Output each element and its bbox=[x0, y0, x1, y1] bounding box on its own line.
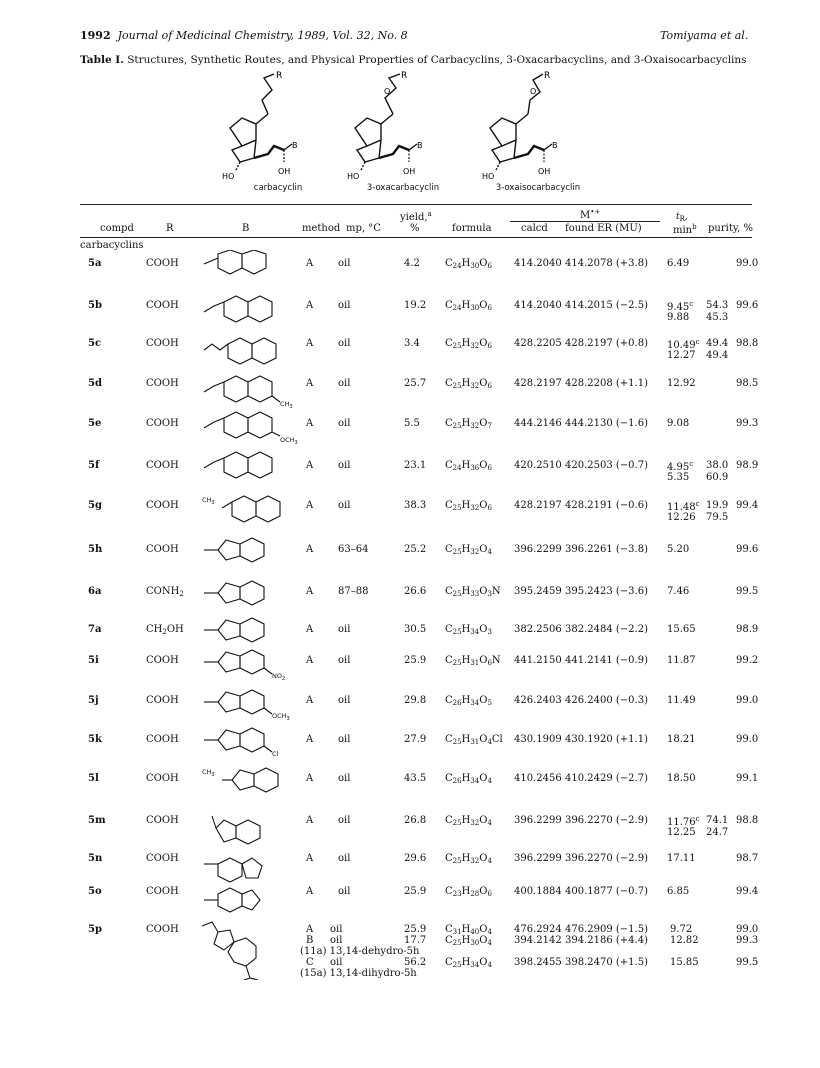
col-r: R bbox=[166, 223, 174, 234]
cell-method: A bbox=[306, 734, 314, 745]
cell-5p-purity: 99.0 bbox=[736, 924, 759, 935]
cell-compd: 5o bbox=[88, 886, 102, 897]
cell-purity: 98.8 bbox=[736, 815, 759, 826]
cell-5p-mp: oil bbox=[330, 924, 343, 935]
cell-5p-tr: 15.85 bbox=[670, 957, 699, 968]
cell-tr: 11.87 bbox=[667, 655, 696, 666]
cell-calcd: 396.2299 bbox=[514, 853, 562, 864]
cell-yield: 23.1 bbox=[404, 460, 427, 471]
cell-5p-formula: $C_{25}H_{34}O_4$ bbox=[445, 957, 492, 969]
cell-calcd: 396.2299 bbox=[514, 815, 562, 826]
cell-method: A bbox=[306, 544, 314, 555]
col-yield-label: yield, bbox=[400, 212, 428, 223]
cell-tr-second: 9.88 bbox=[667, 312, 690, 323]
cell-yield: 3.4 bbox=[404, 338, 420, 349]
cell-method: A bbox=[306, 258, 314, 269]
cell-formula: $C_{25}H_{32}O_4$ bbox=[445, 815, 492, 827]
cell-tr: 11.48$^c$ bbox=[667, 500, 700, 513]
oh-atom-label: OH bbox=[403, 167, 416, 176]
col-method: method bbox=[302, 223, 341, 234]
cell-yield: 27.9 bbox=[404, 734, 427, 745]
cell-mp: oil bbox=[338, 418, 351, 429]
cell-tr: 9.08 bbox=[667, 418, 690, 429]
cell-calcd: 428.2197 bbox=[514, 500, 562, 511]
author-header: Tomiyama et al. bbox=[660, 29, 749, 42]
cell-mp: oil bbox=[338, 500, 351, 511]
cell-tr: 9.45$^c$ bbox=[667, 300, 694, 313]
cell-compd: 5j bbox=[88, 695, 99, 706]
col-tr-footnote: b bbox=[692, 223, 697, 231]
cell-purity: 98.7 bbox=[736, 853, 759, 864]
col-formula: formula bbox=[452, 223, 492, 234]
cell-r: COOH bbox=[146, 655, 179, 666]
cell-purity: 98.9 bbox=[736, 460, 759, 471]
cell-method: A bbox=[306, 586, 314, 597]
cell-tr: 6.49 bbox=[667, 258, 690, 269]
oh-atom-label: OH bbox=[278, 167, 291, 176]
o-atom-label: O bbox=[384, 87, 391, 96]
cell-5p-found: 476.2909 (−1.5) bbox=[565, 924, 648, 935]
cell-found: 428.2208 (+1.1) bbox=[565, 378, 648, 389]
cell-purity: 99.6 bbox=[736, 544, 759, 555]
b-atom-label: B bbox=[417, 141, 423, 150]
cell-tr: 5.20 bbox=[667, 544, 690, 555]
cell-formula: $C_{24}H_{36}O_6$ bbox=[445, 460, 492, 472]
cell-mp: oil bbox=[338, 624, 351, 635]
cell-yield: 26.6 bbox=[404, 586, 427, 597]
cell-5p-purity: 99.5 bbox=[736, 957, 759, 968]
structure-label-carbacyclin: carbacyclin bbox=[253, 183, 303, 193]
cell-calcd: 426.2403 bbox=[514, 695, 562, 706]
cell-5p-tr: 9.72 bbox=[670, 924, 693, 935]
cell-found: 396.2261 (−3.8) bbox=[565, 544, 648, 555]
cell-r: COOH bbox=[146, 338, 179, 349]
cell-formula: $C_{25}H_{32}O_6$ bbox=[445, 338, 492, 350]
cell-compd: 5l bbox=[88, 773, 99, 784]
cell-tr-second: 12.25 bbox=[667, 827, 696, 838]
cell-iso1: 74.1 bbox=[706, 815, 729, 826]
col-ms-label: M bbox=[580, 210, 591, 221]
cell-mp: 87–88 bbox=[338, 586, 369, 597]
cell-found: 410.2429 (−2.7) bbox=[565, 773, 648, 784]
no2-label-5i: $NO_2$ bbox=[272, 672, 286, 682]
cell-compd: 5f bbox=[88, 460, 100, 471]
cell-method: A bbox=[306, 853, 314, 864]
ms-span-rule bbox=[510, 221, 660, 222]
cell-5p-note2: (15a) 13,14-dihydro-5h bbox=[300, 968, 417, 979]
cell-purity: 99.4 bbox=[736, 886, 759, 897]
cell-compd: 5i bbox=[88, 655, 99, 666]
cell-iso1: 49.4 bbox=[706, 338, 729, 349]
cell-iso1: 38.0 bbox=[706, 460, 729, 471]
cell-formula: $C_{24}H_{30}O_6$ bbox=[445, 300, 492, 312]
col-yield-footnote: a bbox=[427, 210, 432, 218]
cell-formula: $C_{25}H_{32}O_6$ bbox=[445, 500, 492, 512]
cell-method: A bbox=[306, 378, 314, 389]
cell-purity: 99.5 bbox=[736, 586, 759, 597]
cell-yield: 19.2 bbox=[404, 300, 427, 311]
cell-iso1: 54.3 bbox=[706, 300, 729, 311]
cell-r: COOH bbox=[146, 695, 179, 706]
cell-found: 428.2191 (−0.6) bbox=[565, 500, 648, 511]
cell-formula: $C_{24}H_{30}O_6$ bbox=[445, 258, 492, 270]
cell-formula: $C_{25}H_{34}O_3$ bbox=[445, 624, 492, 636]
cell-formula: $C_{25}H_{33}O_3N$ bbox=[445, 586, 501, 598]
cell-5p-purity: 99.3 bbox=[736, 935, 759, 946]
cell-isomer-second: 49.4 bbox=[706, 350, 729, 361]
cell-r: COOH bbox=[146, 853, 179, 864]
cell-method: A bbox=[306, 815, 314, 826]
cell-formula: $C_{25}H_{32}O_6$ bbox=[445, 378, 492, 390]
cell-yield: 43.5 bbox=[404, 773, 427, 784]
cell-r: COOH bbox=[146, 773, 179, 784]
cell-compd: 5d bbox=[88, 378, 102, 389]
cell-formula: $C_{26}H_{34}O_5$ bbox=[445, 695, 492, 707]
cell-calcd: 382.2506 bbox=[514, 624, 562, 635]
cl-label-5k: Cl bbox=[272, 750, 279, 758]
col-tr-unit bbox=[673, 223, 697, 236]
cell-purity: 99.4 bbox=[736, 500, 759, 511]
cell-method: A bbox=[306, 338, 314, 349]
cell-calcd: 428.2205 bbox=[514, 338, 562, 349]
cell-compd: 5g bbox=[88, 500, 102, 511]
cell-5p-method: C bbox=[306, 957, 314, 968]
cell-5p-yield: 56.2 bbox=[404, 957, 427, 968]
cell-isomer-second: 79.5 bbox=[706, 512, 729, 523]
cell-r: COOH bbox=[146, 258, 179, 269]
table-label: Table I. bbox=[80, 54, 124, 66]
col-tr-symbol: t bbox=[676, 212, 680, 222]
r-atom-label: R bbox=[401, 71, 408, 81]
cell-isomer-second: 24.7 bbox=[706, 827, 729, 838]
cell-found: 414.2078 (+3.8) bbox=[565, 258, 648, 269]
cell-calcd: 420.2510 bbox=[514, 460, 562, 471]
cell-method: A bbox=[306, 773, 314, 784]
cell-compd: 5e bbox=[88, 418, 102, 429]
cell-formula: $C_{26}H_{34}O_4$ bbox=[445, 773, 492, 785]
cell-5p-yield: 17.7 bbox=[404, 935, 427, 946]
cell-5p-method: B bbox=[306, 935, 314, 946]
cell-mp: oil bbox=[338, 773, 351, 784]
col-yield bbox=[400, 210, 432, 223]
och3-label-5j: $OCH_3$ bbox=[272, 712, 290, 722]
cell-r: $CH_2OH$ bbox=[146, 624, 184, 636]
page-number: 1992 bbox=[80, 29, 111, 42]
structure-label-oxaisocarbacyclin: 3-oxaisocarbacyclin bbox=[495, 183, 581, 193]
cell-tr: 11.49 bbox=[667, 695, 696, 706]
cell-mp: 63–64 bbox=[338, 544, 369, 555]
cell-r: COOH bbox=[146, 300, 179, 311]
cell-found: 414.2015 (−2.5) bbox=[565, 300, 648, 311]
cell-mp: oil bbox=[338, 853, 351, 864]
oh-atom-label: OH bbox=[538, 167, 551, 176]
cell-purity: 99.0 bbox=[736, 258, 759, 269]
cell-formula: $C_{25}H_{31}O_4Cl$ bbox=[445, 734, 503, 746]
cell-yield: 30.5 bbox=[404, 624, 427, 635]
r-atom-label: R bbox=[276, 71, 283, 81]
cell-isomer-second: 45.3 bbox=[706, 312, 729, 323]
cell-mp: oil bbox=[338, 655, 351, 666]
ch3-label-5d: $CH_3$ bbox=[280, 400, 293, 410]
ch3-label-5g: $CH_3$ bbox=[202, 496, 215, 506]
cell-yield: 29.8 bbox=[404, 695, 427, 706]
cell-yield: 25.2 bbox=[404, 544, 427, 555]
ho-atom-label: HO bbox=[347, 172, 360, 181]
cell-5p-found: 398.2470 (+1.5) bbox=[565, 957, 648, 968]
r-atom-label: R bbox=[544, 71, 551, 81]
cell-5p-mp: oil bbox=[330, 957, 343, 968]
cell-calcd: 428.2197 bbox=[514, 378, 562, 389]
cell-r: COOH bbox=[146, 544, 179, 555]
cell-iso1: 19.9 bbox=[706, 500, 729, 511]
cell-5p-yield: 25.9 bbox=[404, 924, 427, 935]
b-atom-label: B bbox=[292, 141, 298, 150]
cell-found: 430.1920 (+1.1) bbox=[565, 734, 648, 745]
col-found: found ER (MU) bbox=[565, 223, 642, 234]
cell-compd: 5k bbox=[88, 734, 102, 745]
ch3-label-5l: $CH_3$ bbox=[202, 768, 215, 778]
cell-5p-formula: $C_{31}H_{40}O_4$ bbox=[445, 924, 492, 936]
cell-formula: $C_{25}H_{32}O_7$ bbox=[445, 418, 492, 430]
table-title: Structures, Synthetic Routes, and Physical Properties of Carbacyclins, 3-Oxacarbacyclins, and 3-Oxaisocarbacyclins bbox=[127, 54, 747, 66]
cell-calcd: 430.1909 bbox=[514, 734, 562, 745]
cell-calcd: 396.2299 bbox=[514, 544, 562, 555]
cell-mp: oil bbox=[338, 300, 351, 311]
structure-oxaisocarbacyclin bbox=[482, 71, 558, 181]
col-b: B bbox=[242, 223, 250, 234]
cell-5p-tr: 12.82 bbox=[670, 935, 699, 946]
cell-5p-compd: 5p bbox=[88, 924, 102, 935]
table-caption bbox=[80, 54, 760, 66]
group-label: carbacyclins bbox=[80, 240, 144, 251]
cell-r: COOH bbox=[146, 378, 179, 389]
cell-r: $CONH_2$ bbox=[146, 586, 184, 598]
cell-5p-calcd: 476.2924 bbox=[514, 924, 562, 935]
cell-tr-second: 12.27 bbox=[667, 350, 696, 361]
cell-method: A bbox=[306, 460, 314, 471]
col-tr: $t_R$, bbox=[676, 212, 688, 223]
cell-tr: 7.46 bbox=[667, 586, 690, 597]
cell-calcd: 400.1884 bbox=[514, 886, 562, 897]
cell-5p-found: 394.2186 (+4.4) bbox=[565, 935, 648, 946]
cell-method: A bbox=[306, 886, 314, 897]
cell-purity: 99.0 bbox=[736, 695, 759, 706]
cell-formula: $C_{25}H_{32}O_4$ bbox=[445, 853, 492, 865]
cell-purity: 98.9 bbox=[736, 624, 759, 635]
cell-mp: oil bbox=[338, 886, 351, 897]
cell-calcd: 410.2456 bbox=[514, 773, 562, 784]
cell-5p-method: A bbox=[306, 924, 314, 935]
table-header-rule bbox=[80, 237, 752, 238]
cell-found: 428.2197 (+0.8) bbox=[565, 338, 648, 349]
ho-atom-label: HO bbox=[482, 172, 495, 181]
cell-method: A bbox=[306, 300, 314, 311]
cell-compd: 6a bbox=[88, 586, 102, 597]
cell-5p-calcd: 394.2142 bbox=[514, 935, 562, 946]
cell-method: A bbox=[306, 418, 314, 429]
cell-tr-second: 12.26 bbox=[667, 512, 696, 523]
cell-purity: 99.6 bbox=[736, 300, 759, 311]
cell-r: COOH bbox=[146, 418, 179, 429]
cell-r: COOH bbox=[146, 886, 179, 897]
cell-found: 395.2423 (−3.6) bbox=[565, 586, 648, 597]
cell-compd: 5h bbox=[88, 544, 103, 555]
ho-atom-label: HO bbox=[222, 172, 235, 181]
col-tr-subscript: R bbox=[679, 215, 685, 223]
cell-found: 441.2141 (−0.9) bbox=[565, 655, 648, 666]
cell-r: COOH bbox=[146, 734, 179, 745]
cell-calcd: 395.2459 bbox=[514, 586, 562, 597]
cell-purity: 99.3 bbox=[736, 418, 759, 429]
col-yield-unit: % bbox=[410, 223, 420, 234]
cell-yield: 38.3 bbox=[404, 500, 427, 511]
col-ms bbox=[580, 208, 600, 221]
cell-tr: 4.95$^c$ bbox=[667, 460, 694, 473]
table-top-rule bbox=[80, 204, 752, 205]
cell-tr: 17.11 bbox=[667, 853, 696, 864]
cell-found: 382.2484 (−2.2) bbox=[565, 624, 648, 635]
cell-calcd: 441.2150 bbox=[514, 655, 562, 666]
cell-mp: oil bbox=[338, 460, 351, 471]
cell-yield: 25.7 bbox=[404, 378, 427, 389]
cell-tr: 12.92 bbox=[667, 378, 696, 389]
cell-compd: 7a bbox=[88, 624, 102, 635]
running-header bbox=[80, 29, 408, 42]
col-ms-superscript: •+ bbox=[590, 208, 601, 216]
journal-citation: Journal of Medicinal Chemistry, 1989, Vol. 32, No. 8 bbox=[117, 29, 408, 42]
cell-found: 426.2400 (−0.3) bbox=[565, 695, 648, 706]
cell-yield: 25.9 bbox=[404, 655, 427, 666]
cell-found: 400.1877 (−0.7) bbox=[565, 886, 648, 897]
cell-compd: 5b bbox=[88, 300, 102, 311]
cell-mp: oil bbox=[338, 734, 351, 745]
cell-5p-r: COOH bbox=[146, 924, 179, 935]
cell-mp: oil bbox=[338, 378, 351, 389]
cell-mp: oil bbox=[338, 338, 351, 349]
structures-figure bbox=[200, 70, 630, 200]
cell-r: COOH bbox=[146, 815, 179, 826]
cell-mp: oil bbox=[338, 815, 351, 826]
cell-mp: oil bbox=[338, 258, 351, 269]
cell-compd: 5c bbox=[88, 338, 102, 349]
cell-calcd: 414.2040 bbox=[514, 258, 562, 269]
cell-calcd: 444.2146 bbox=[514, 418, 562, 429]
cell-purity: 99.2 bbox=[736, 655, 759, 666]
cell-purity: 99.1 bbox=[736, 773, 759, 784]
b-structures bbox=[200, 250, 310, 980]
cell-isomer-second: 60.9 bbox=[706, 472, 729, 483]
cell-formula: $C_{25}H_{32}O_4$ bbox=[445, 544, 492, 556]
cell-method: A bbox=[306, 500, 314, 511]
cell-compd: 5n bbox=[88, 853, 103, 864]
b-atom-label: B bbox=[552, 141, 558, 150]
cell-calcd: 414.2040 bbox=[514, 300, 562, 311]
cell-formula: $C_{23}H_{28}O_6$ bbox=[445, 886, 492, 898]
och3-label-5e: $OCH_3$ bbox=[280, 436, 298, 446]
cell-found: 444.2130 (−1.6) bbox=[565, 418, 648, 429]
col-purity: purity, % bbox=[708, 223, 754, 234]
cell-yield: 5.5 bbox=[404, 418, 420, 429]
cell-tr: 11.76$^c$ bbox=[667, 815, 700, 828]
cell-found: 396.2270 (−2.9) bbox=[565, 853, 648, 864]
cell-purity: 99.0 bbox=[736, 734, 759, 745]
cell-method: A bbox=[306, 655, 314, 666]
cell-tr: 18.21 bbox=[667, 734, 696, 745]
cell-compd: 5m bbox=[88, 815, 106, 826]
cell-yield: 4.2 bbox=[404, 258, 420, 269]
cell-formula: $C_{25}H_{31}O_6N$ bbox=[445, 655, 501, 667]
cell-purity: 98.8 bbox=[736, 338, 759, 349]
col-tr-unit-label: min bbox=[673, 225, 693, 236]
cell-method: A bbox=[306, 624, 314, 635]
cell-mp: oil bbox=[338, 695, 351, 706]
cell-method: A bbox=[306, 695, 314, 706]
cell-tr: 6.85 bbox=[667, 886, 690, 897]
cell-tr: 18.50 bbox=[667, 773, 696, 784]
col-calcd: calcd bbox=[521, 223, 548, 234]
cell-r: COOH bbox=[146, 500, 179, 511]
cell-5p-calcd: 398.2455 bbox=[514, 957, 562, 968]
cell-yield: 25.9 bbox=[404, 886, 427, 897]
structure-oxacarbacyclin bbox=[347, 71, 423, 181]
cell-5p-mp: oil bbox=[330, 935, 343, 946]
structure-carbacyclin bbox=[222, 71, 298, 181]
cell-5p-note1: (11a) 13,14-dehydro-5h bbox=[300, 946, 420, 957]
cell-purity: 98.5 bbox=[736, 378, 759, 389]
cell-yield: 26.8 bbox=[404, 815, 427, 826]
cell-tr: 10.49$^c$ bbox=[667, 338, 700, 351]
cell-found: 396.2270 (−2.9) bbox=[565, 815, 648, 826]
col-mp: mp, °C bbox=[346, 223, 381, 234]
cell-tr-second: 5.35 bbox=[667, 472, 690, 483]
cell-tr: 15.65 bbox=[667, 624, 696, 635]
cell-r: COOH bbox=[146, 460, 179, 471]
col-compd: compd bbox=[100, 223, 134, 234]
structure-label-oxacarbacyclin: 3-oxacarbacyclin bbox=[366, 183, 440, 193]
o-atom-label: O bbox=[530, 87, 537, 96]
cell-5p-formula: $C_{25}H_{30}O_4$ bbox=[445, 935, 492, 947]
cell-compd: 5a bbox=[88, 258, 102, 269]
cell-yield: 29.6 bbox=[404, 853, 427, 864]
cell-found: 420.2503 (−0.7) bbox=[565, 460, 648, 471]
